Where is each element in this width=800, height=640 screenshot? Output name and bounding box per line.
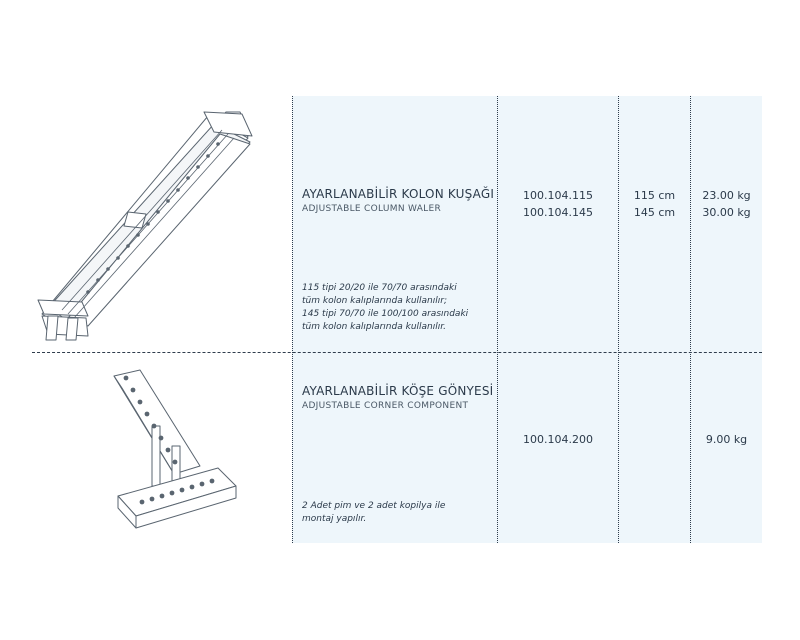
product-weight: 9.00 kg	[705, 433, 748, 446]
column-waler-drawing-icon	[28, 104, 268, 344]
product-weight: 23.00 kg	[702, 189, 751, 202]
note-line: tüm kolon kalıplarında kullanılır;	[302, 296, 447, 306]
note-line: 2 Adet pim ve 2 adet kopilya ile	[302, 501, 446, 511]
product-note	[302, 282, 468, 334]
product-weight: 30.00 kg	[702, 206, 751, 219]
note-line: tüm kolon kalıplarında kullanılır.	[302, 322, 446, 332]
note-line: 115 tipi 20/20 ile 70/70 arasındaki	[302, 283, 457, 293]
product-codes	[498, 431, 618, 448]
column-divider	[690, 96, 691, 543]
product-code: 100.104.145	[523, 206, 593, 219]
row-divider	[32, 352, 762, 353]
product-title: AYARLANABİLİR KÖŞE GÖNYESİ	[302, 384, 494, 398]
product-subtitle: ADJUSTABLE COLUMN WALER	[302, 204, 442, 214]
product-code: 100.104.200	[523, 433, 593, 446]
product-title: AYARLANABİLİR KOLON KUŞAĞI	[302, 187, 495, 201]
note-line: montaj yapılır.	[302, 514, 367, 524]
column-divider	[497, 96, 498, 543]
column-divider	[618, 96, 619, 543]
product-code: 100.104.115	[523, 189, 593, 202]
note-line: 145 tipi 70/70 ile 100/100 arasındaki	[302, 309, 469, 319]
product-codes	[498, 187, 618, 221]
product-lengths	[619, 187, 690, 221]
product-note	[302, 500, 445, 526]
product-weights	[691, 187, 762, 221]
product-length: 145 cm	[633, 206, 676, 219]
product-length: 115 cm	[633, 189, 676, 202]
corner-component-drawing-icon	[100, 366, 250, 536]
product-weights	[691, 431, 762, 448]
product-subtitle: ADJUSTABLE CORNER COMPONENT	[302, 401, 469, 411]
column-divider	[292, 96, 293, 543]
